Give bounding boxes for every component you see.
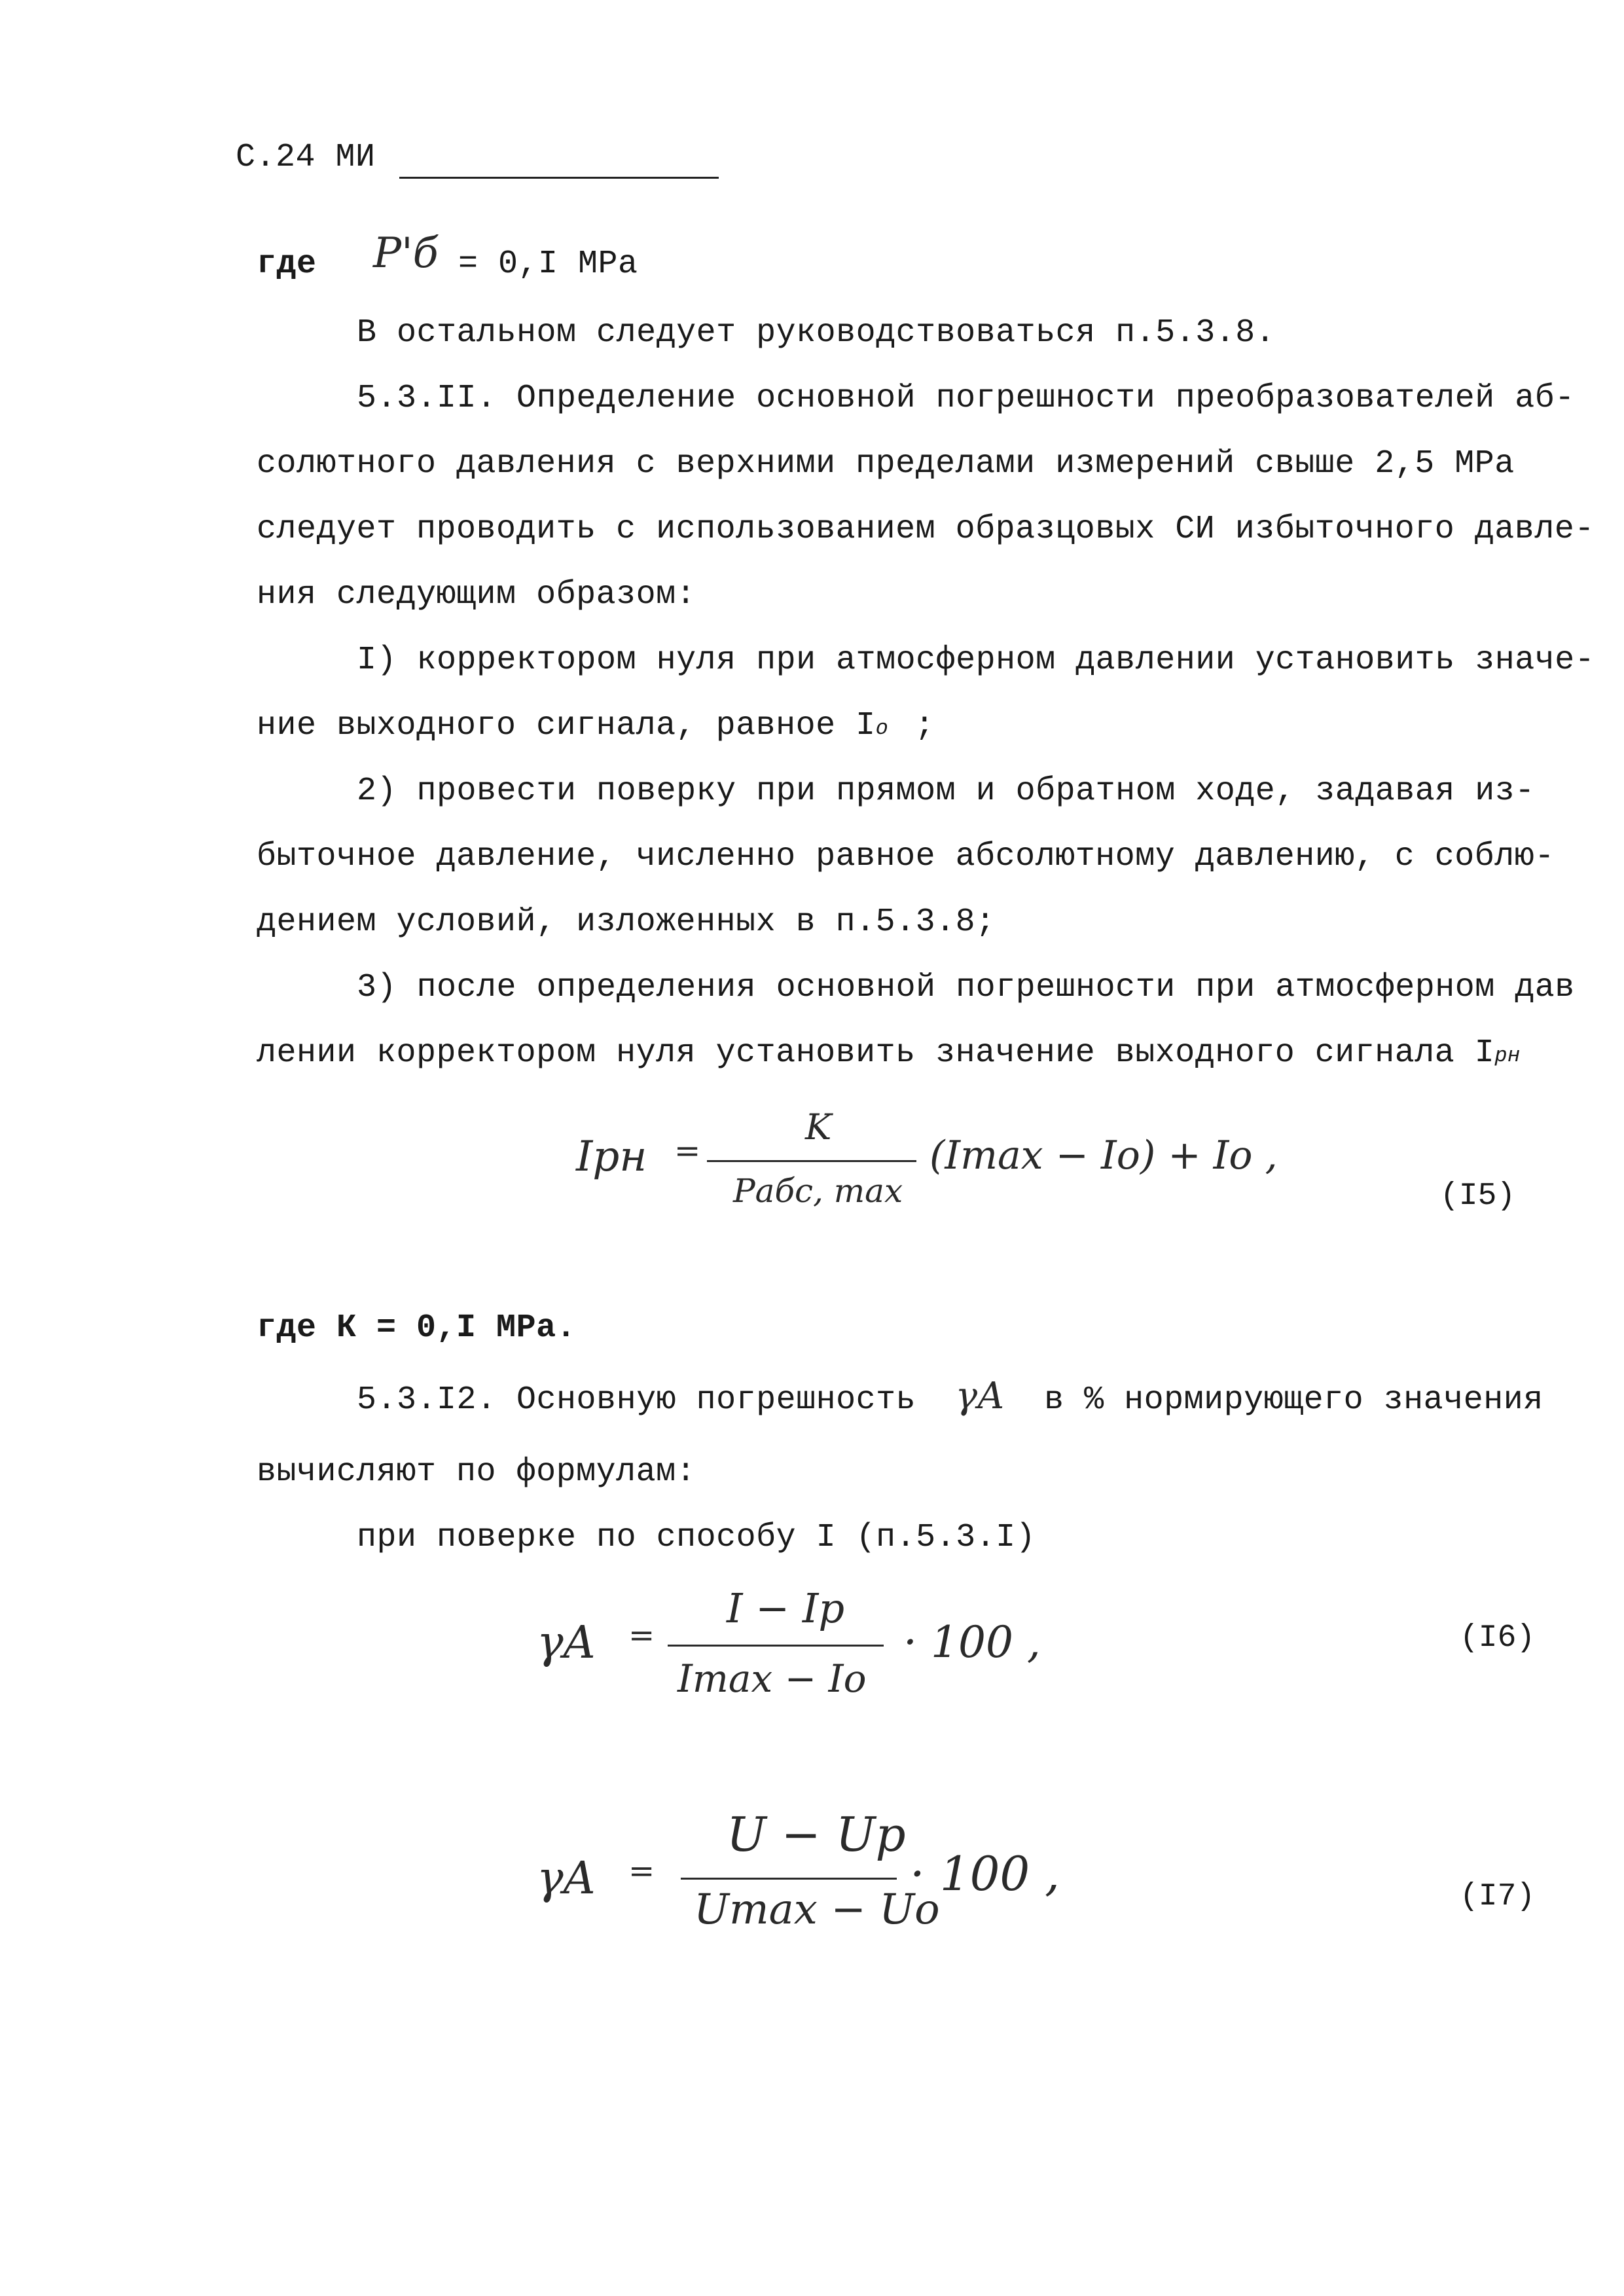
p5311-line-2: солютного давления с верхними пределами измерений свыше 2,5 MPa — [257, 445, 1515, 483]
f15-number: (I5) — [1440, 1178, 1516, 1214]
f17-rest: · 100 , — [910, 1846, 1060, 1901]
f17-lhs: γA — [537, 1853, 596, 1904]
p5312-line-1 — [357, 1375, 1543, 1419]
f15-numerator: K — [805, 1106, 832, 1148]
page-reference: С.24 МИ — [236, 139, 376, 176]
where-value-1: = 0,I MPa — [458, 246, 638, 283]
f17-numerator: U − Up — [727, 1807, 906, 1862]
item1-end: ; — [914, 707, 935, 744]
f17-fraction-bar — [681, 1878, 897, 1880]
f15-rest: (Imax − Io) + Io , — [929, 1133, 1278, 1178]
item1-line-2 — [257, 707, 935, 744]
item3-text: лении корректором нуля установить значение выходного сигнала I — [257, 1034, 1495, 1072]
item2-line-2: быточное давление, численно равное абсолютному давлению, с соблю- — [257, 838, 1555, 875]
f17-number: (I7) — [1460, 1879, 1536, 1914]
item3-line-1: 3) после определения основной погрешности при атмосферном дав — [357, 969, 1575, 1006]
item3-subscript: рн — [1494, 1044, 1521, 1068]
f17-denominator: Umax − Uo — [694, 1886, 940, 1934]
item2-line-1: 2) провести поверку при прямом и обратном ходе, задавая из- — [357, 773, 1535, 810]
where-label-2: где К = 0,I MPa. — [257, 1309, 577, 1347]
f15-fraction-bar — [707, 1160, 916, 1162]
f17-equals: = — [628, 1853, 655, 1889]
p5311-line-3: следует проводить с использованием образцовых СИ избыточного давле- — [257, 511, 1595, 548]
f15-equals: = — [674, 1133, 701, 1169]
p5312-tail: в % нормирующего значения — [1044, 1381, 1543, 1419]
p5312-lead: 5.3.I2. Основную погрешность — [357, 1381, 916, 1419]
f16-number: (I6) — [1460, 1620, 1536, 1656]
f16-equals: = — [628, 1617, 655, 1654]
f15-lhs: Iрн — [576, 1133, 647, 1181]
method-line: при поверке по способу I (п.5.3.I) — [357, 1519, 1036, 1556]
p5311-line-1: 5.3.II. Определение основной погрешности преобразователей аб- — [357, 380, 1575, 417]
item2-line-3: дением условий, изложенных в п.5.3.8; — [257, 903, 996, 941]
f16-lhs: γA — [537, 1617, 596, 1669]
item3-line-2 — [257, 1034, 1521, 1072]
f15-denominator: Pабс, max — [733, 1172, 903, 1210]
f16-numerator: I − Ip — [727, 1584, 845, 1632]
item1-line-1: I) корректором нуля при атмосферном давлении установить значе- — [357, 642, 1595, 679]
item1-text: ние выходного сигнала, равное I — [257, 707, 876, 744]
follow-line: В остальном следует руководствоваться п.5.3.8. — [357, 314, 1276, 352]
p5311-line-4: ния следующим образом: — [257, 576, 696, 613]
p5312-line-2: вычисляют по формулам: — [257, 1453, 696, 1491]
where-label-1: где — [257, 246, 317, 283]
item1-subscript: о — [875, 716, 889, 740]
f16-fraction-bar — [668, 1645, 884, 1647]
f16-denominator: Imax − Io — [677, 1656, 867, 1701]
p-b-symbol: P'б — [373, 229, 439, 278]
gamma-a-symbol: γA — [955, 1375, 1005, 1417]
f16-rest: · 100 , — [903, 1617, 1041, 1667]
header-rule — [399, 177, 719, 179]
